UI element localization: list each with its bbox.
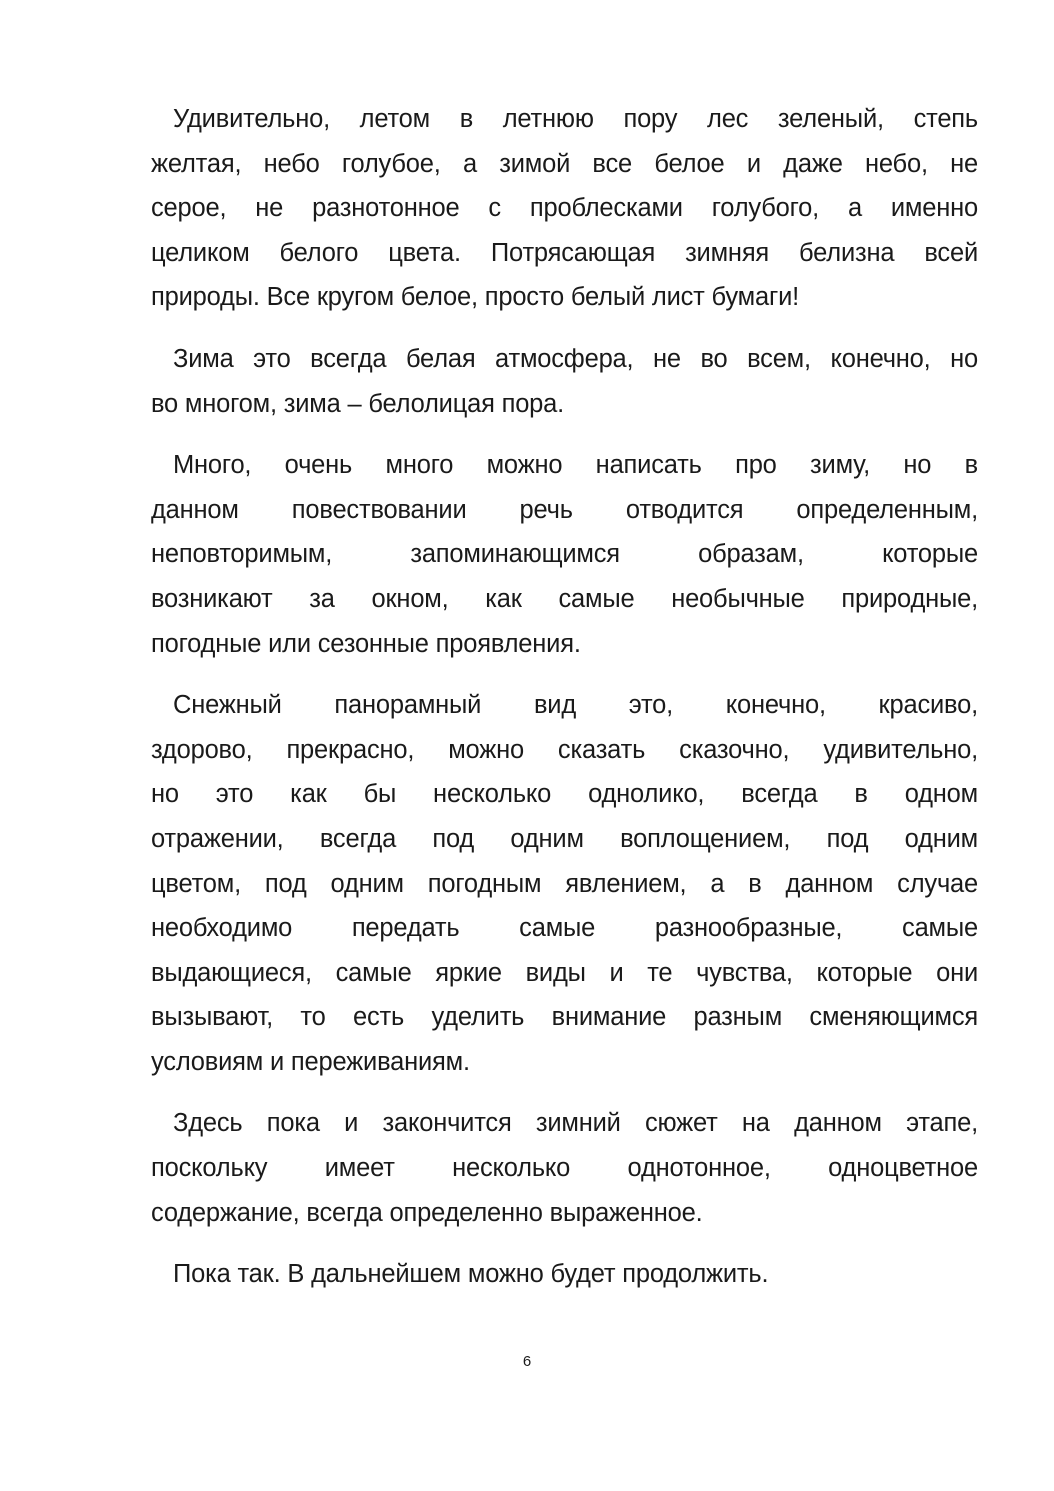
text-line: серое, не разнотонное с проблесками голубого, а именно	[151, 194, 978, 223]
text-line: природы. Все кругом белое, просто белый лист бумаги!	[151, 283, 799, 312]
text-line: поскольку имеет несколько однотонное, одноцветное	[151, 1154, 978, 1183]
text-line: но это как бы несколько однолико, всегда в одном	[151, 780, 978, 809]
paragraph-6	[151, 1252, 978, 1297]
text-line: содержание, всегда определенно выраженное.	[151, 1198, 703, 1227]
text-line: Здесь пока и закончится зимний сюжет на данном этапе,	[173, 1109, 978, 1138]
text-line: цветом, под одним погодным явлением, а в данном случае	[151, 869, 978, 898]
paragraph-2	[151, 337, 978, 426]
text-line: данном повествовании речь отводится определенным,	[151, 495, 978, 524]
text-line: здорово, прекрасно, можно сказать сказочно, удивительно,	[151, 735, 978, 764]
text-line: Много, очень много можно написать про зиму, но в	[173, 451, 978, 480]
text-line: возникают за окном, как самые необычные природные,	[151, 584, 978, 613]
paragraph-5	[151, 1101, 978, 1235]
text-line: Пока так. В дальнейшем можно будет продолжить.	[173, 1260, 769, 1289]
text-line: условиям и переживаниям.	[151, 1047, 470, 1076]
text-line: вызывают, то есть уделить внимание разным сменяющимся	[151, 1003, 978, 1032]
paragraph-4	[151, 683, 978, 1084]
paragraph-1	[151, 97, 978, 320]
text-line: целиком белого цвета. Потрясающая зимняя белизна всей	[151, 238, 978, 267]
text-line: Удивительно, летом в летнюю пору лес зеленый, степь	[173, 105, 978, 133]
text-line: желтая, небо голубое, а зимой все белое и даже небо, не	[151, 149, 978, 178]
text-line: неповторимым, запоминающимся образам, которые	[151, 540, 978, 569]
text-line: погодные или сезонные проявления.	[151, 629, 581, 658]
text-line: необходимо передать самые разнообразные, самые	[151, 914, 978, 943]
text-line: Зима это всегда белая атмосфера, не во всем, конечно, но	[173, 344, 978, 373]
text-line: отражении, всегда под одним воплощением, под одним	[151, 824, 978, 853]
page-number: 6	[522, 1353, 532, 1370]
paragraph-3	[151, 443, 978, 666]
document-page	[151, 97, 978, 1314]
text-line: выдающиеся, самые яркие виды и те чувства, которые они	[151, 958, 978, 987]
text-line: во многом, зима – белолицая пора.	[151, 389, 565, 418]
text-line: Снежный панорамный вид это, конечно, красиво,	[173, 691, 978, 720]
